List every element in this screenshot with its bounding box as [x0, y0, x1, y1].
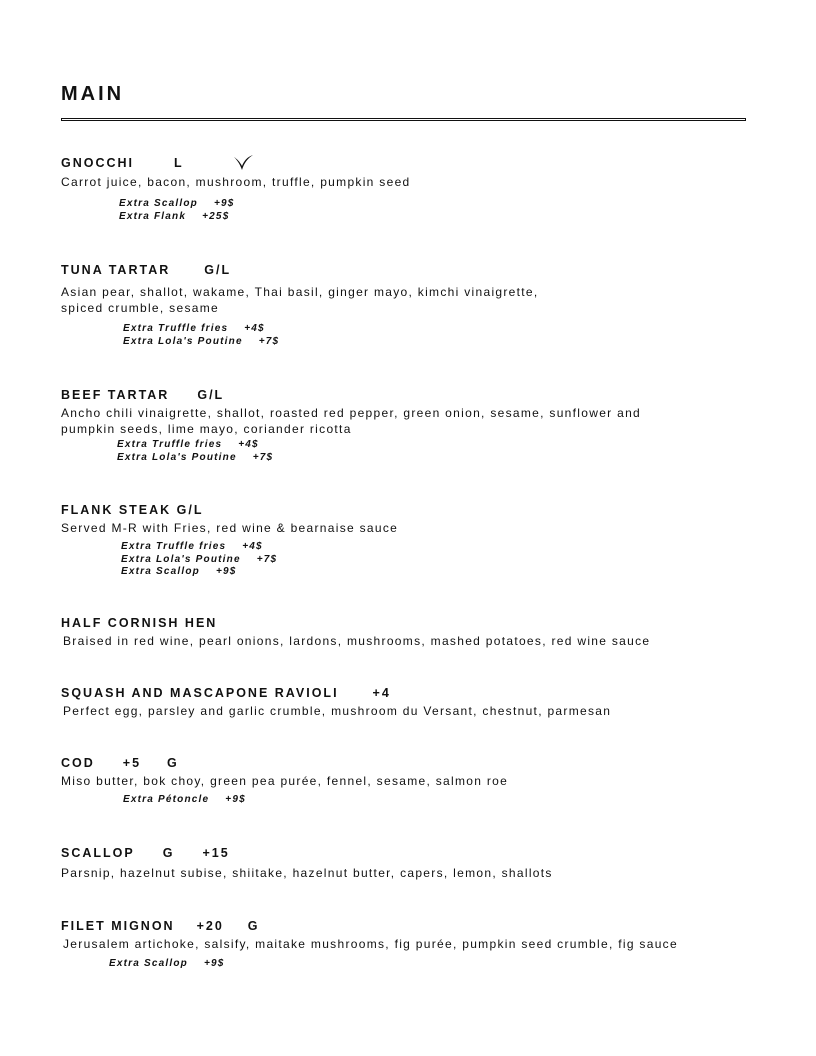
item-name: SQUASH AND MASCAPONE RAVIOLI — [61, 686, 339, 700]
price-supplement: +4 — [372, 686, 391, 700]
item-title — [61, 845, 553, 861]
price-supplement: +20 — [196, 919, 224, 933]
menu-item-cod — [61, 755, 508, 789]
item-name: TUNA TARTAR — [61, 263, 171, 277]
item-name: GNOCCHI — [61, 156, 135, 170]
item-name: FLANK STEAK G/L — [61, 503, 204, 517]
extra-option: Extra Truffle fries +4$ — [117, 439, 259, 450]
extra-option: Extra Scallop +9$ — [119, 198, 235, 209]
extras-list — [123, 794, 246, 807]
item-name: BEEF TARTAR — [61, 388, 170, 402]
item-description-line: pumpkin seeds, lime mayo, coriander ricotta — [61, 422, 352, 436]
menu-item-flank-steak — [61, 502, 398, 536]
item-title — [61, 502, 398, 518]
item-description: Jerusalem artichoke, salsify, maitake mushrooms, fig purée, pumpkin seed crumble, fig sauce — [63, 937, 678, 951]
price-supplement: +15 — [202, 846, 230, 860]
item-title — [61, 387, 641, 403]
dietary-tag: G — [167, 756, 179, 770]
extras-list — [121, 541, 277, 579]
price-supplement: +5 — [122, 756, 142, 770]
extra-option: Extra Truffle fries +4$ — [121, 541, 263, 552]
extra-option: Extra Truffle fries +4$ — [123, 323, 265, 334]
title-divider — [61, 118, 746, 121]
extra-option: Extra Scallop +9$ — [121, 566, 237, 577]
item-name: FILET MIGNON — [61, 919, 175, 933]
dietary-tag: G/L — [204, 263, 232, 277]
item-description: Carrot juice, bacon, mushroom, truffle, pumpkin seed — [61, 175, 411, 189]
item-name: SCALLOP — [61, 846, 135, 860]
item-title — [61, 918, 678, 934]
extras-list — [123, 323, 279, 348]
item-name: COD — [61, 756, 95, 770]
extra-option: Extra Pétoncle +9$ — [123, 794, 246, 805]
extra-option: Extra Lola's Poutine +7$ — [121, 553, 278, 565]
menu-item-filet-mignon — [61, 918, 678, 952]
menu-item-gnocchi — [61, 154, 411, 190]
item-description-line: Ancho chili vinaigrette, shallot, roasted red pepper, green onion, sesame, sunflower and — [61, 406, 642, 420]
page-title: MAIN — [61, 83, 125, 105]
extra-option: Extra Scallop +9$ — [109, 958, 225, 969]
item-description: Parsnip, hazelnut subise, shiitake, hazelnut butter, capers, lemon, shallots — [61, 866, 553, 880]
item-title — [61, 755, 508, 771]
extras-list — [119, 198, 235, 223]
dietary-tag: L — [174, 156, 184, 170]
dietary-tag: G — [162, 846, 175, 860]
menu-item-scallop — [61, 845, 553, 881]
dietary-tag: G — [247, 919, 260, 933]
menu-item-beef-tartar — [61, 387, 641, 437]
menu-item-squash-ravioli — [61, 685, 611, 719]
extra-option: Extra Lola's Poutine +7$ — [123, 335, 280, 347]
item-description: Served M-R with Fries, red wine & bearnaise sauce — [61, 521, 399, 535]
leaf-icon — [232, 154, 254, 172]
extras-list — [109, 958, 225, 971]
extra-option: Extra Flank +25$ — [119, 210, 230, 222]
menu-item-half-cornish-hen — [61, 615, 650, 649]
item-description-line: Asian pear, shallot, wakame, Thai basil, ginger mayo, kimchi vinaigrette, — [61, 285, 539, 299]
extras-list — [117, 439, 273, 464]
item-title — [61, 154, 411, 172]
item-description: Miso butter, bok choy, green pea purée, fennel, sesame, salmon roe — [61, 774, 509, 788]
menu-item-tuna-tartar — [61, 262, 539, 316]
dietary-tag: G/L — [197, 388, 225, 402]
item-name: HALF CORNISH HEN — [61, 616, 218, 630]
item-title — [61, 615, 650, 631]
item-description: Braised in red wine, pearl onions, lardons, mushrooms, mashed potatoes, red wine sauce — [63, 634, 651, 648]
item-description-line: spiced crumble, sesame — [61, 301, 219, 315]
item-title — [61, 685, 611, 701]
extra-option: Extra Lola's Poutine +7$ — [117, 451, 274, 463]
item-title — [61, 262, 539, 278]
item-description: Perfect egg, parsley and garlic crumble, mushroom du Versant, chestnut, parmesan — [63, 704, 612, 718]
